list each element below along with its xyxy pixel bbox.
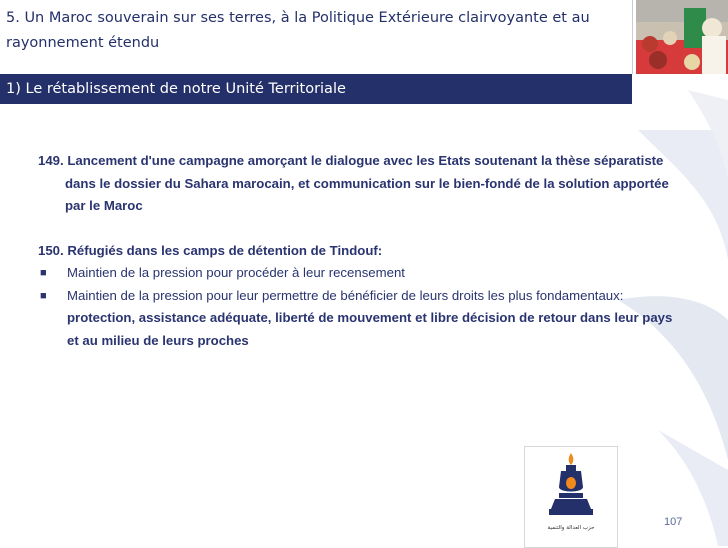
section-title: 1) Le rétablissement de notre Unité Territoriale bbox=[6, 81, 346, 97]
square-bullet-icon: ■ bbox=[40, 289, 47, 302]
bullet-text-with-emphasis bbox=[67, 285, 678, 353]
list-item bbox=[38, 262, 678, 285]
list-item bbox=[38, 285, 678, 353]
logo-caption: حزب العدالة والتنمية bbox=[547, 525, 595, 531]
section-header bbox=[0, 74, 632, 104]
square-bullet-icon: ■ bbox=[40, 267, 47, 279]
bullet-text: Maintien de la pression pour leur permettre de bénéficier de leurs droits les plus fondamentaux: bbox=[67, 287, 624, 303]
party-logo bbox=[524, 446, 618, 548]
header bbox=[0, 0, 633, 74]
header-photo bbox=[636, 0, 728, 74]
item-149-title: 149. Lancement d'une campagne amorçant le dialogue avec les Etats soutenant la thèse séparatiste dans le dossier du Sahara marocain, et communication sur le bien-fondé de la solution apportée par le Maroc bbox=[38, 153, 669, 213]
slide-content bbox=[38, 150, 678, 352]
page-number: 107 bbox=[664, 516, 683, 528]
slide-title: 5. Un Maroc souverain sur ses terres, à la Politique Extérieure clairvoyante et au rayonnement étendu bbox=[6, 10, 590, 51]
item-150-title: 150. Réfugiés dans les camps de détention de Tindouf: bbox=[38, 242, 383, 258]
lamp-icon bbox=[525, 447, 617, 525]
bullet-emphasis: protection, assistance adéquate, liberté de mouvement et libre décision de retour dans leur pays et au milieu de leurs proches bbox=[67, 310, 673, 348]
bullet-text: Maintien de la pression pour procéder à leur recensement bbox=[67, 265, 405, 280]
